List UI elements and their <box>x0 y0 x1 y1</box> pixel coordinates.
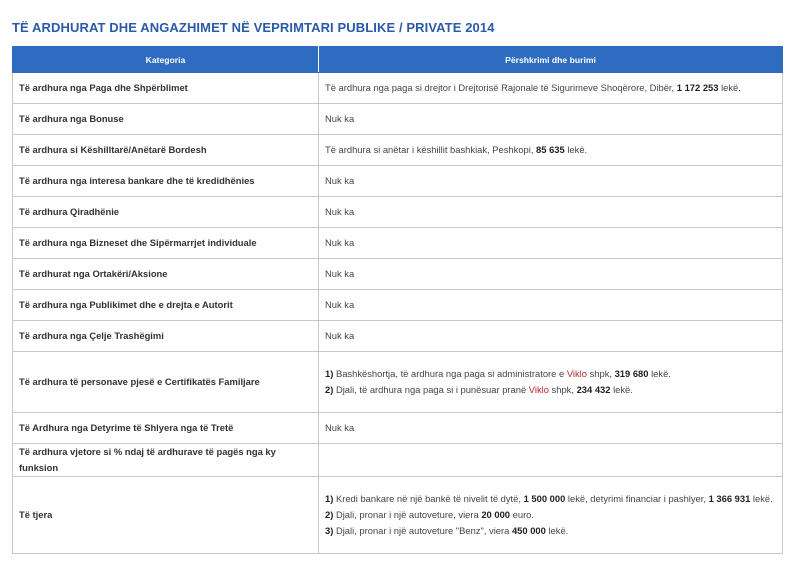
row-description <box>319 73 783 104</box>
list-number: 2) <box>325 384 334 395</box>
desc-text: lekë. <box>648 368 671 379</box>
table-row <box>13 197 783 228</box>
row-description <box>319 135 783 166</box>
desc-text: lekë. <box>718 82 741 93</box>
row-description <box>319 352 783 413</box>
company-name: Viklo <box>566 368 587 379</box>
desc-text: Të ardhura si anëtar i këshillit bashkiak, Peshkopi, <box>325 144 537 155</box>
row-category: Të ardhura nga Çelje Trashëgimi <box>13 321 319 352</box>
desc-text: lekë. <box>750 493 773 504</box>
row-category: Të ardhura nga Publikimet dhe e drejta e Autorit <box>13 290 319 321</box>
desc-line <box>325 507 776 523</box>
desc-text: euro. <box>510 509 535 520</box>
row-category: Të ardhura nga Bizneset dhe Sipërmarrjet individuale <box>13 228 319 259</box>
company-name: Viklo <box>528 384 549 395</box>
row-description: Nuk ka <box>319 104 783 135</box>
desc-line <box>325 366 776 382</box>
row-description: Nuk ka <box>319 259 783 290</box>
table-row <box>13 290 783 321</box>
row-category: Të ardhura vjetore si % ndaj të ardhurave të pagës nga ky funksion <box>13 444 319 477</box>
desc-text: shpk, <box>586 368 615 379</box>
list-number: 1) <box>325 493 334 504</box>
row-description: Nuk ka <box>319 228 783 259</box>
row-category: Të ardhura Qiradhënie <box>13 197 319 228</box>
row-description <box>319 477 783 554</box>
header-category: Kategoria <box>13 47 319 73</box>
desc-text: Kredi bankare në një bankë të nivelit të dytë, <box>333 493 524 504</box>
row-description: Nuk ka <box>319 413 783 444</box>
table-header-row <box>13 47 783 73</box>
desc-amount: 1 172 253 <box>676 82 719 93</box>
row-description: Nuk ka <box>319 290 783 321</box>
table-row <box>13 73 783 104</box>
income-table <box>12 46 783 554</box>
row-category: Të ardhura të personave pjesë e Certifikatës Familjare <box>13 352 319 413</box>
desc-text: Të ardhura nga paga si drejtor i Drejtorisë Rajonale të Sigurimeve Shoqërore, Dibër, <box>325 82 677 93</box>
table-row <box>13 228 783 259</box>
table-row <box>13 321 783 352</box>
row-description: Nuk ka <box>319 166 783 197</box>
row-category: Të ardhura nga Bonuse <box>13 104 319 135</box>
desc-text: lekë. <box>564 144 588 155</box>
desc-line <box>325 491 776 507</box>
desc-text: Djali, të ardhura nga paga si i punësuar pranë <box>333 384 529 395</box>
table-row <box>13 104 783 135</box>
row-category: Të tjera <box>13 477 319 554</box>
row-description <box>319 444 783 477</box>
desc-text: shpk, <box>548 384 577 395</box>
desc-amount: 85 635 <box>536 144 565 155</box>
desc-amount: 20 000 <box>481 509 511 520</box>
page-title: TË ARDHURAT DHE ANGAZHIMET NË VEPRIMTARI PUBLIKE / PRIVATE 2014 <box>12 20 495 35</box>
row-category: Të Ardhura nga Detyrime të Shlyera nga të Tretë <box>13 413 319 444</box>
desc-text: lekë, detyrimi financiar i pashlyer, <box>565 493 709 504</box>
desc-text: lekë. <box>545 525 569 536</box>
row-description: Nuk ka <box>319 197 783 228</box>
row-category: Të ardhura nga interesa bankare dhe të kredidhënies <box>13 166 319 197</box>
desc-amount: 1 366 931 <box>708 493 751 504</box>
table-row <box>13 166 783 197</box>
desc-line <box>325 382 776 398</box>
desc-text: lekë. <box>610 384 633 395</box>
list-number: 3) <box>325 525 334 536</box>
desc-amount: 450 000 <box>511 525 546 536</box>
table-row <box>13 444 783 477</box>
table-row <box>13 259 783 290</box>
desc-line <box>325 523 776 539</box>
header-description: Përshkrimi dhe burimi <box>319 47 783 73</box>
desc-amount: 234 432 <box>576 384 611 395</box>
table-row <box>13 135 783 166</box>
row-category: Të ardhura si Këshilltarë/Anëtarë Bordesh <box>13 135 319 166</box>
row-description: Nuk ka <box>319 321 783 352</box>
list-number: 1) <box>325 368 334 379</box>
desc-text: Djali, pronar i një autoveture, viera <box>333 509 482 520</box>
desc-amount: 319 680 <box>614 368 649 379</box>
row-category: Të ardhura nga Paga dhe Shpërblimet <box>13 73 319 104</box>
table-row <box>13 413 783 444</box>
table-row <box>13 352 783 413</box>
table-row <box>13 477 783 554</box>
desc-amount: 1 500 000 <box>523 493 566 504</box>
desc-text: Djali, pronar i një autoveture "Benz", viera <box>333 525 512 536</box>
row-category: Të ardhurat nga Ortakëri/Aksione <box>13 259 319 290</box>
list-number: 2) <box>325 509 334 520</box>
desc-text: Bashkëshortja, të ardhura nga paga si administratore e <box>333 368 567 379</box>
